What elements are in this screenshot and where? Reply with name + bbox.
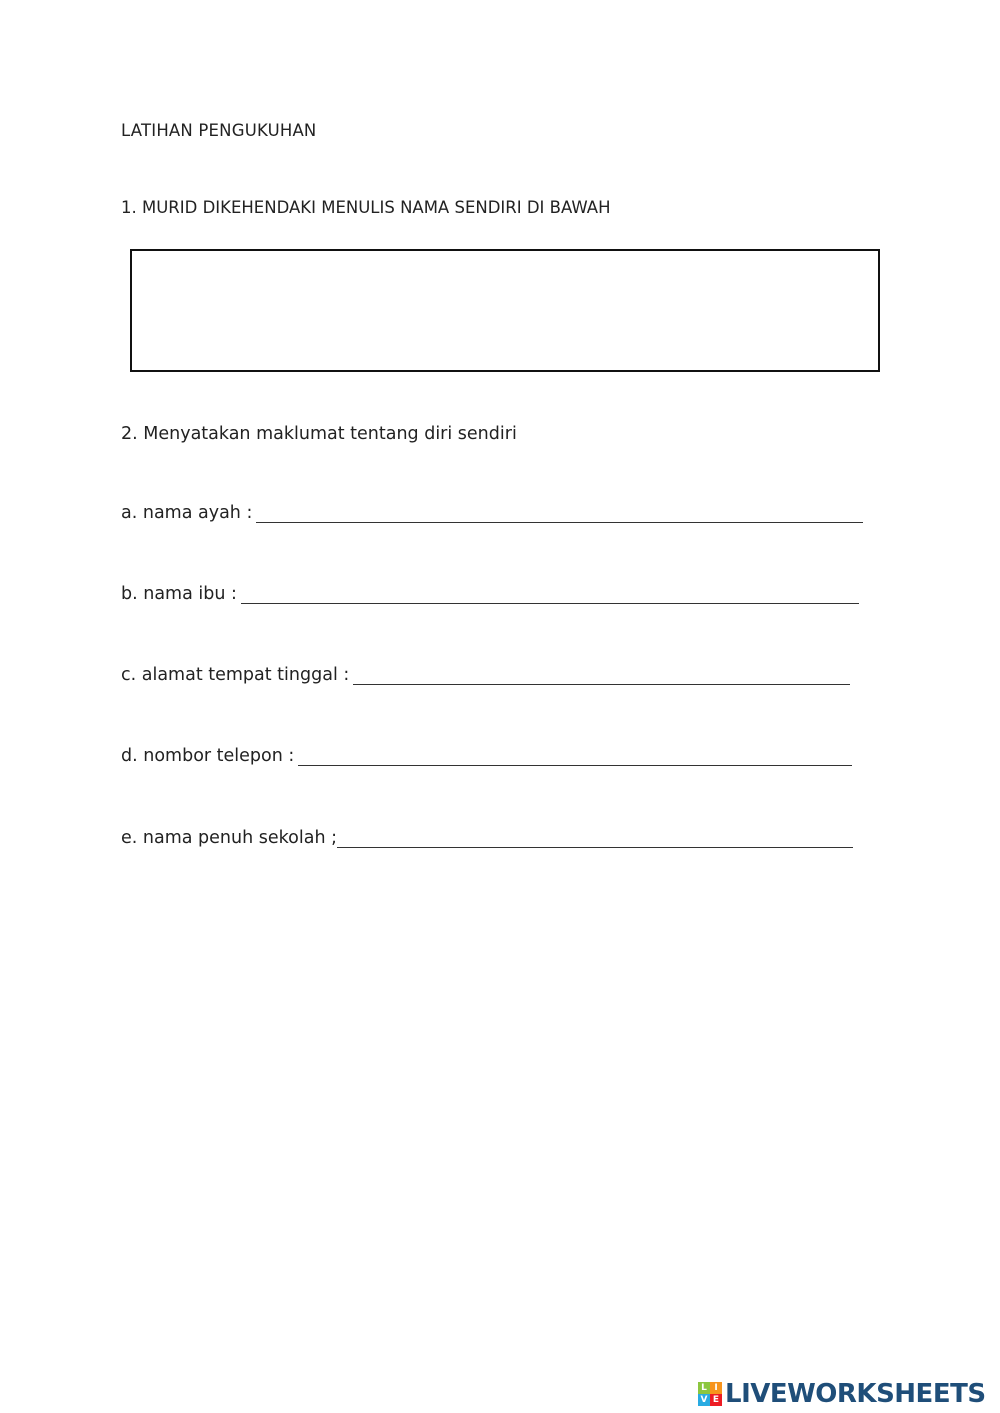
field-school-name [121, 825, 853, 849]
question-1-text: 1. MURID DIKEHENDAKI MENULIS NAMA SENDIRI DI BAWAH [121, 198, 611, 217]
liveworksheets-brand [698, 1379, 986, 1409]
field-father-name-label: a. nama ayah : [121, 503, 253, 523]
logo-letter: V [698, 1394, 710, 1406]
phone-number-answer-line[interactable] [298, 745, 852, 766]
school-name-answer-line[interactable] [337, 827, 853, 848]
liveworksheets-logo-icon [698, 1382, 722, 1406]
logo-letter: I [710, 1382, 722, 1394]
question-2-text: 2. Menyatakan maklumat tentang diri sendiri [121, 424, 517, 444]
home-address-answer-line[interactable] [353, 664, 850, 685]
field-mother-name [121, 581, 859, 605]
logo-letter: L [698, 1382, 710, 1394]
field-phone-number-label: d. nombor telepon : [121, 746, 295, 766]
field-home-address [121, 662, 850, 686]
liveworksheets-wordmark: LIVEWORKSHEETS [725, 1379, 986, 1409]
field-home-address-label: c. alamat tempat tinggal : [121, 665, 350, 685]
field-school-name-label: e. nama penuh sekolah ; [121, 828, 337, 848]
father-name-answer-line[interactable] [256, 502, 863, 523]
logo-letter: E [710, 1394, 722, 1406]
field-phone-number [121, 743, 852, 767]
own-name-answer-box[interactable] [130, 249, 880, 372]
mother-name-answer-line[interactable] [241, 583, 859, 604]
field-mother-name-label: b. nama ibu : [121, 584, 237, 604]
worksheet-title: LATIHAN PENGUKUHAN [121, 121, 317, 140]
field-father-name [121, 500, 863, 524]
